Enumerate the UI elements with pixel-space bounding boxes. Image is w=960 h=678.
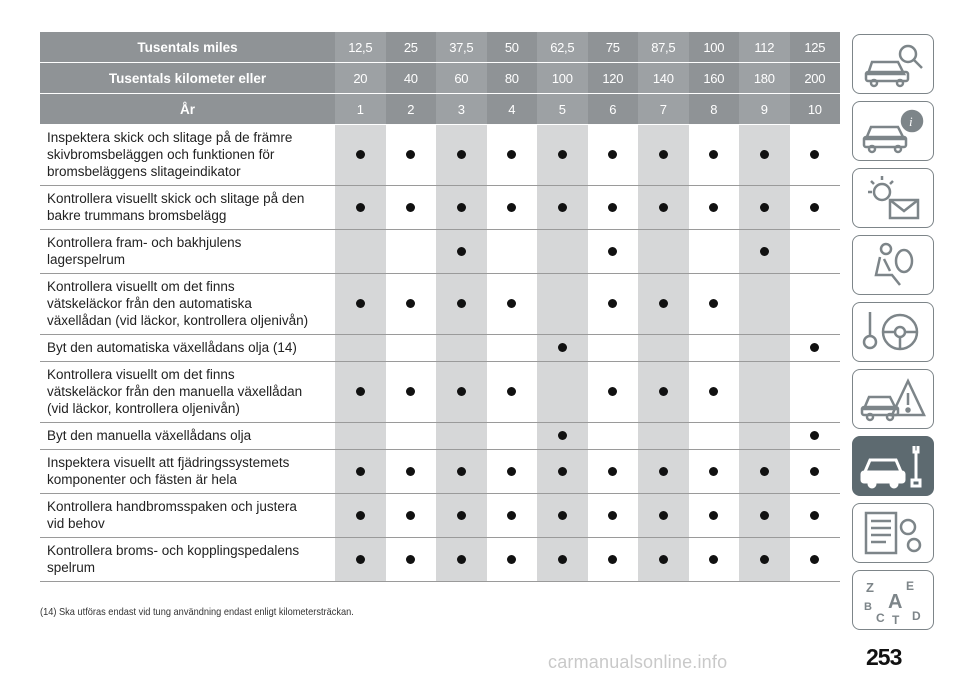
tab-warning-lights[interactable]	[852, 168, 934, 228]
scheduled-dot-icon	[608, 555, 617, 564]
header-km-4: 80	[487, 63, 538, 94]
scheduled-dot-icon	[608, 150, 617, 159]
scheduled-dot-icon	[356, 150, 365, 159]
tab-index[interactable]	[852, 570, 934, 630]
schedule-cell	[689, 450, 740, 494]
scheduled-dot-icon	[457, 203, 466, 212]
schedule-header	[40, 32, 840, 125]
schedule-cell	[436, 494, 487, 538]
header-label-km: Tusentals kilometer eller	[40, 63, 335, 94]
scheduled-dot-icon	[760, 467, 769, 476]
table-row	[40, 230, 840, 274]
schedule-cell	[487, 423, 538, 450]
schedule-cell	[386, 335, 437, 362]
row-description	[40, 186, 335, 230]
row-description-line: lagerspelrum	[47, 252, 126, 267]
schedule-cell	[689, 494, 740, 538]
schedule-cell	[436, 230, 487, 274]
header-km-3: 60	[436, 63, 487, 94]
schedule-cell	[487, 494, 538, 538]
header-miles-1: 12,5	[335, 32, 386, 63]
row-description	[40, 450, 335, 494]
scheduled-dot-icon	[608, 511, 617, 520]
scheduled-dot-icon	[356, 299, 365, 308]
scheduled-dot-icon	[406, 555, 415, 564]
row-description-line: Inspektera visuellt att fjädringssystemets	[47, 455, 290, 470]
schedule-cell	[790, 335, 841, 362]
header-miles-4: 50	[487, 32, 538, 63]
scheduled-dot-icon	[356, 467, 365, 476]
schedule-cell	[790, 423, 841, 450]
table-row	[40, 494, 840, 538]
schedule-cell	[588, 450, 639, 494]
tab-car-info[interactable]	[852, 101, 934, 161]
scheduled-dot-icon	[659, 511, 668, 520]
row-description-line: Kontrollera fram- och bakhjulens	[47, 235, 242, 250]
schedule-cell	[739, 362, 790, 423]
schedule-cell	[739, 274, 790, 335]
key-steering-wheel-icon	[858, 306, 928, 358]
schedule-cell	[436, 186, 487, 230]
scheduled-dot-icon	[810, 431, 819, 440]
scheduled-dot-icon	[457, 555, 466, 564]
table-row	[40, 538, 840, 582]
header-year-1: 1	[335, 94, 386, 125]
schedule-cell	[739, 230, 790, 274]
header-km-7: 140	[638, 63, 689, 94]
car-breakdown-warning-icon	[858, 373, 928, 425]
scheduled-dot-icon	[810, 467, 819, 476]
schedule-cell	[386, 423, 437, 450]
scheduled-dot-icon	[810, 511, 819, 520]
header-km-5: 100	[537, 63, 588, 94]
schedule-cell	[487, 186, 538, 230]
scheduled-dot-icon	[709, 203, 718, 212]
scheduled-dot-icon	[608, 203, 617, 212]
table-row	[40, 125, 840, 186]
schedule-cell	[487, 450, 538, 494]
scheduled-dot-icon	[709, 387, 718, 396]
schedule-cell	[790, 538, 841, 582]
table-row	[40, 450, 840, 494]
row-description-line: Kontrollera visuellt om det finns	[47, 279, 235, 294]
header-km-10: 200	[790, 63, 841, 94]
header-miles-6: 75	[588, 32, 639, 63]
scheduled-dot-icon	[659, 467, 668, 476]
scheduled-dot-icon	[507, 299, 516, 308]
schedule-cell	[739, 538, 790, 582]
row-description-line: vid behov	[47, 516, 105, 531]
schedule-cell	[588, 125, 639, 186]
header-km-9: 180	[739, 63, 790, 94]
schedule-cell	[335, 186, 386, 230]
scheduled-dot-icon	[659, 299, 668, 308]
header-row-miles	[40, 32, 840, 63]
table-row	[40, 362, 840, 423]
scheduled-dot-icon	[406, 387, 415, 396]
schedule-cell	[638, 274, 689, 335]
row-description	[40, 125, 335, 186]
scheduled-dot-icon	[608, 467, 617, 476]
header-year-5: 5	[537, 94, 588, 125]
schedule-cell	[739, 125, 790, 186]
header-year-4: 4	[487, 94, 538, 125]
scheduled-dot-icon	[507, 467, 516, 476]
header-km-2: 40	[386, 63, 437, 94]
scheduled-dot-icon	[457, 387, 466, 396]
schedule-cell	[335, 335, 386, 362]
row-description-line: Inspektera skick och slitage på de främre	[47, 130, 293, 145]
tab-car-search[interactable]	[852, 34, 934, 94]
schedule-cell	[487, 125, 538, 186]
header-year-2: 2	[386, 94, 437, 125]
footnote: (14) Ska utföras endast vid tung användning endast enligt kilometersträckan.	[40, 606, 354, 618]
scheduled-dot-icon	[507, 555, 516, 564]
schedule-cell	[386, 538, 437, 582]
schedule-cell	[335, 125, 386, 186]
schedule-cell	[436, 335, 487, 362]
schedule-cell	[487, 538, 538, 582]
scheduled-dot-icon	[406, 511, 415, 520]
row-description-line: bromsbeläggens slitageindikator	[47, 164, 241, 179]
schedule-cell	[689, 230, 740, 274]
row-description-line: skivbromsbeläggen och funktionen för	[47, 147, 275, 162]
tab-emergency[interactable]	[852, 369, 934, 429]
scheduled-dot-icon	[507, 387, 516, 396]
car-search-icon	[858, 38, 928, 90]
schedule-cell	[537, 125, 588, 186]
maintenance-schedule-table	[40, 32, 840, 582]
header-km-8: 160	[689, 63, 740, 94]
header-miles-5: 62,5	[537, 32, 588, 63]
schedule-cell	[689, 335, 740, 362]
row-description-line: Kontrollera broms- och kopplingspedalens	[47, 543, 300, 558]
header-miles-7: 87,5	[638, 32, 689, 63]
schedule-cell	[335, 362, 386, 423]
header-label-miles: Tusentals miles	[40, 32, 335, 63]
header-miles-8: 100	[689, 32, 740, 63]
svg-text:D: D	[912, 609, 921, 623]
watermark: carmanualsonline.info	[548, 652, 728, 672]
schedule-cell	[436, 538, 487, 582]
scheduled-dot-icon	[608, 247, 617, 256]
scheduled-dot-icon	[760, 555, 769, 564]
scheduled-dot-icon	[558, 150, 567, 159]
row-description	[40, 230, 335, 274]
table-row	[40, 186, 840, 230]
row-description-line: vätskeläckor från den automatiska	[47, 296, 252, 311]
schedule-cell	[739, 186, 790, 230]
header-year-9: 9	[739, 94, 790, 125]
scheduled-dot-icon	[709, 299, 718, 308]
header-year-7: 7	[638, 94, 689, 125]
car-info-icon	[858, 105, 928, 157]
scheduled-dot-icon	[558, 343, 567, 352]
car-wrench-icon	[858, 440, 928, 492]
header-row-km	[40, 63, 840, 94]
scheduled-dot-icon	[709, 555, 718, 564]
scheduled-dot-icon	[760, 511, 769, 520]
header-miles-9: 112	[739, 32, 790, 63]
schedule-cell	[689, 362, 740, 423]
schedule-cell	[638, 335, 689, 362]
schedule-cell	[689, 274, 740, 335]
schedule-cell	[335, 230, 386, 274]
table-row	[40, 274, 840, 335]
scheduled-dot-icon	[507, 203, 516, 212]
schedule-cell	[790, 125, 841, 186]
schedule-cell	[537, 362, 588, 423]
scheduled-dot-icon	[760, 247, 769, 256]
row-description	[40, 335, 335, 362]
schedule-cell	[386, 362, 437, 423]
header-miles-10: 125	[790, 32, 841, 63]
schedule-cell	[739, 335, 790, 362]
schedule-cell	[537, 274, 588, 335]
svg-text:B: B	[864, 601, 872, 613]
schedule-cell	[689, 423, 740, 450]
svg-text:Z: Z	[866, 580, 874, 595]
schedule-cell	[588, 230, 639, 274]
scheduled-dot-icon	[659, 150, 668, 159]
row-description-line: Kontrollera visuellt om det finns	[47, 367, 235, 382]
schedule-cell	[335, 494, 386, 538]
schedule-cell	[436, 125, 487, 186]
chapter-tabs	[852, 34, 934, 637]
schedule-cell	[689, 538, 740, 582]
header-km-6: 120	[588, 63, 639, 94]
header-row-year	[40, 94, 840, 125]
scheduled-dot-icon	[558, 511, 567, 520]
schedule-cell	[638, 538, 689, 582]
schedule-cell	[588, 538, 639, 582]
scheduled-dot-icon	[608, 299, 617, 308]
header-km-1: 20	[335, 63, 386, 94]
scheduled-dot-icon	[457, 247, 466, 256]
schedule-cell	[537, 494, 588, 538]
row-description	[40, 362, 335, 423]
schedule-cell	[638, 494, 689, 538]
seat-airbag-icon	[858, 239, 928, 291]
scheduled-dot-icon	[810, 203, 819, 212]
schedule-cell	[335, 538, 386, 582]
schedule-cell	[487, 274, 538, 335]
row-description-line: spelrum	[47, 560, 96, 575]
schedule-cell	[588, 274, 639, 335]
row-description	[40, 494, 335, 538]
tab-maintenance[interactable]	[852, 436, 934, 496]
schedule-cell	[487, 362, 538, 423]
scheduled-dot-icon	[659, 555, 668, 564]
svg-text:A: A	[888, 591, 903, 613]
schedule-cell	[487, 335, 538, 362]
schedule-cell	[689, 186, 740, 230]
scheduled-dot-icon	[507, 511, 516, 520]
scheduled-dot-icon	[457, 150, 466, 159]
row-description	[40, 423, 335, 450]
header-miles-2: 25	[386, 32, 437, 63]
alphabet-index-icon	[858, 574, 928, 626]
schedule-cell	[436, 362, 487, 423]
schedule-cell	[739, 423, 790, 450]
row-description-line: vätskeläckor från den manuella växellådan	[47, 384, 303, 399]
schedule-cell	[588, 186, 639, 230]
schedule-cell	[386, 230, 437, 274]
row-description	[40, 274, 335, 335]
schedule-cell	[638, 450, 689, 494]
schedule-cell	[739, 494, 790, 538]
schedule-cell	[386, 450, 437, 494]
scheduled-dot-icon	[356, 555, 365, 564]
schedule-cell	[588, 494, 639, 538]
row-description-line: komponenter och fästen är hela	[47, 472, 237, 487]
schedule-cell	[638, 125, 689, 186]
schedule-cell	[386, 494, 437, 538]
schedule-cell	[436, 450, 487, 494]
svg-text:C: C	[876, 611, 885, 625]
scheduled-dot-icon	[709, 150, 718, 159]
scheduled-dot-icon	[810, 555, 819, 564]
header-miles-3: 37,5	[436, 32, 487, 63]
scheduled-dot-icon	[659, 203, 668, 212]
schedule-cell	[487, 230, 538, 274]
row-description-line: (vid läckor, kontrollera oljenivån)	[47, 401, 240, 416]
row-description	[40, 538, 335, 582]
header-year-8: 8	[689, 94, 740, 125]
table-row	[40, 335, 840, 362]
tab-technical-data[interactable]	[852, 503, 934, 563]
svg-text:E: E	[906, 579, 915, 593]
schedule-cell	[638, 423, 689, 450]
tab-safety[interactable]	[852, 235, 934, 295]
schedule-cell	[588, 335, 639, 362]
schedule-cell	[790, 230, 841, 274]
scheduled-dot-icon	[406, 203, 415, 212]
row-description-line: växellådan (vid läckor, kontrollera oljenivån)	[47, 313, 309, 328]
schedule-cell	[588, 423, 639, 450]
schedule-cell	[537, 423, 588, 450]
scheduled-dot-icon	[356, 203, 365, 212]
scheduled-dot-icon	[810, 150, 819, 159]
scheduled-dot-icon	[406, 467, 415, 476]
row-description-line: Byt den automatiska växellådans olja (14)	[47, 340, 297, 355]
scheduled-dot-icon	[356, 387, 365, 396]
scheduled-dot-icon	[457, 467, 466, 476]
schedule-cell	[638, 230, 689, 274]
row-description-line: Kontrollera handbromsspaken och justera	[47, 499, 297, 514]
schedule-cell	[689, 125, 740, 186]
schedule-cell	[386, 274, 437, 335]
svg-text:T: T	[892, 613, 900, 626]
scheduled-dot-icon	[507, 150, 516, 159]
scheduled-dot-icon	[709, 511, 718, 520]
schedule-cell	[739, 450, 790, 494]
schedule-cell	[790, 362, 841, 423]
header-year-10: 10	[790, 94, 841, 125]
page-number: 253	[866, 644, 902, 670]
schedule-cell	[537, 450, 588, 494]
scheduled-dot-icon	[760, 203, 769, 212]
schedule-cell	[386, 125, 437, 186]
schedule-body	[40, 125, 840, 582]
schedule-cell	[436, 423, 487, 450]
schedule-cell	[537, 335, 588, 362]
row-description-line: bakre trummans bromsbelägg	[47, 208, 227, 223]
scheduled-dot-icon	[659, 387, 668, 396]
scheduled-dot-icon	[558, 555, 567, 564]
schedule-cell	[790, 494, 841, 538]
scheduled-dot-icon	[558, 467, 567, 476]
schedule-cell	[588, 362, 639, 423]
schedule-cell	[638, 362, 689, 423]
row-description-line: Byt den manuella växellådans olja	[47, 428, 252, 443]
schedule-cell	[537, 538, 588, 582]
schedule-cell	[335, 423, 386, 450]
row-description-line: Kontrollera visuellt skick och slitage på den	[47, 191, 305, 206]
schedule-cell	[790, 186, 841, 230]
schedule-cell	[790, 450, 841, 494]
schedule-cell	[436, 274, 487, 335]
scheduled-dot-icon	[356, 511, 365, 520]
header-year-6: 6	[588, 94, 639, 125]
table-row	[40, 423, 840, 450]
schedule-cell	[537, 186, 588, 230]
scheduled-dot-icon	[457, 299, 466, 308]
scheduled-dot-icon	[406, 299, 415, 308]
schedule-cell	[638, 186, 689, 230]
schedule-cell	[537, 230, 588, 274]
tab-start-driving[interactable]	[852, 302, 934, 362]
scheduled-dot-icon	[760, 150, 769, 159]
warning-light-message-icon	[858, 172, 928, 224]
scheduled-dot-icon	[457, 511, 466, 520]
scheduled-dot-icon	[558, 431, 567, 440]
scheduled-dot-icon	[406, 150, 415, 159]
scheduled-dot-icon	[709, 467, 718, 476]
scheduled-dot-icon	[558, 203, 567, 212]
schedule-cell	[335, 450, 386, 494]
schedule-cell	[335, 274, 386, 335]
specs-gears-icon	[858, 507, 928, 559]
scheduled-dot-icon	[810, 343, 819, 352]
header-year-3: 3	[436, 94, 487, 125]
scheduled-dot-icon	[608, 387, 617, 396]
schedule-cell	[790, 274, 841, 335]
svg-text:i: i	[909, 114, 913, 129]
header-label-year: År	[40, 94, 335, 125]
schedule-cell	[386, 186, 437, 230]
